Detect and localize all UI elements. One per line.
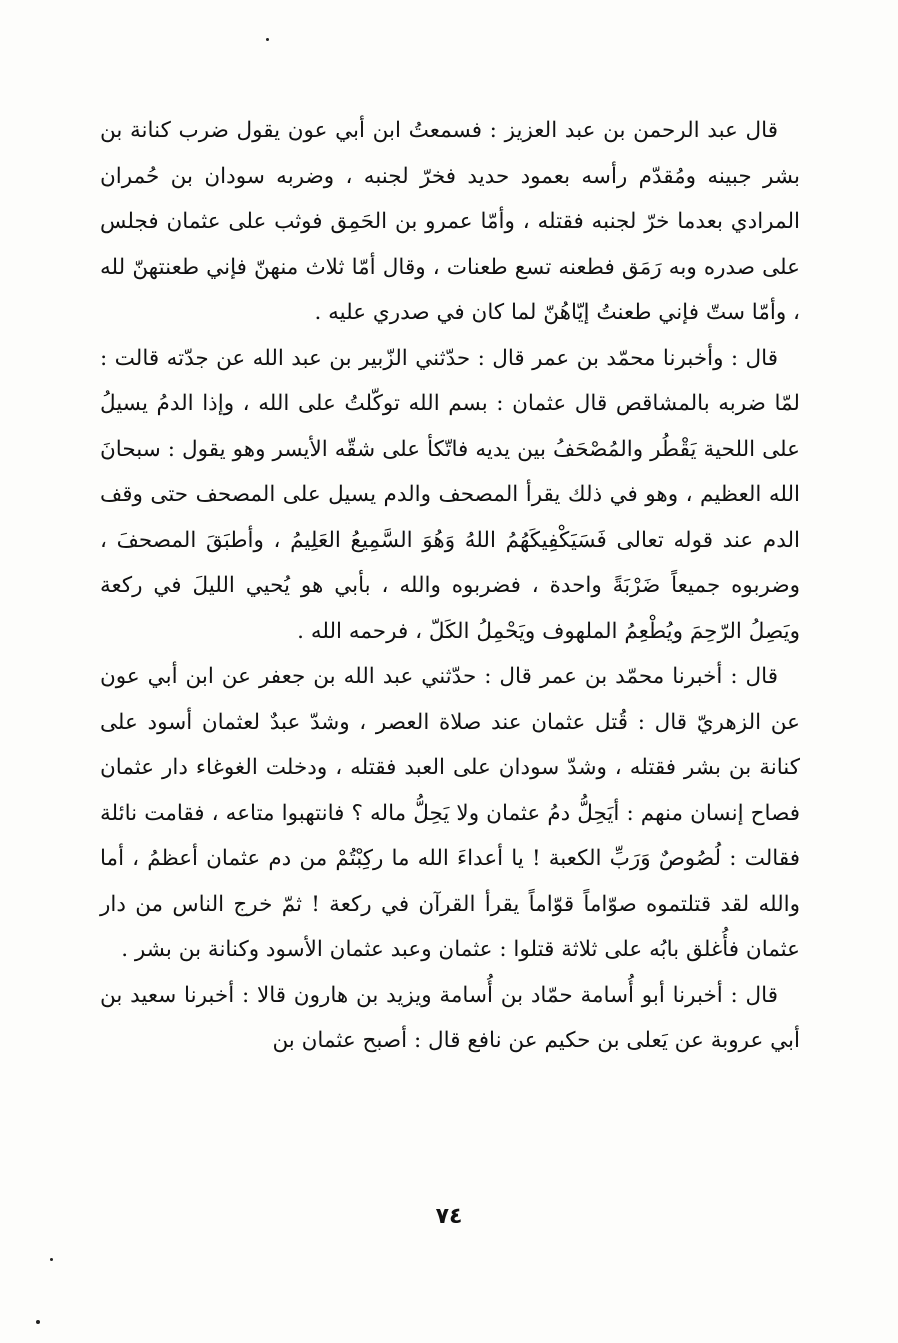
paragraph-3: قال : أخبرنا محمّد بن عمر قال : حدّثني عبد الله بن جعفر عن ابن أبي عون عن الزهريّ قال : قُتل عثمان عند صلاة العصر ، وشدّ عبدٌ لعثمان أسود على كنانة بن بشر فقتله ، وشدّ سودان على العبد فقتله ، ودخلت الغوغاء دار عثمان فصاح إنسان منهم : أيَحِلُّ دمُ عثمان ولا يَحِلُّ ماله ؟ فانتهبوا متاعه ، فقامت نائلة فقالت : لُصُوصٌ وَرَبِّ الكعبة ! يا أعداءَ الله ما ركِبْتُمْ من دم عثمان أعظمُ ، أما والله لقد قتلتموه صوّاماً قوّاماً يقرأ القرآن في ركعة ! ثمّ خرج الناس من دار عثمان فأُغلق بابُه على ثلاثة قتلوا : عثمان وعبد عثمان الأسود وكنانة بن بشر .: [100, 664, 800, 962]
scan-speck: [36, 1320, 40, 1324]
scan-speck: [50, 1258, 53, 1261]
page-body: [100, 108, 800, 1064]
paragraph-2: قال : وأخبرنا محمّد بن عمر قال : حدّثني الزّبير بن عبد الله عن جدّته قالت : لمّا ضربه بالمشاقص قال عثمان : بسم الله توكّلتُ على الله ، وإذا الدمُ يسيلُ على اللحية يَقْطُر والمُصْحَفُ بين يديه فاتّكأ على شقّه الأيسر وهو يقول : سبحانَ الله العظيم ، وهو في ذلك يقرأ المصحف والدم يسيل على المصحف حتى وقف الدم عند قوله تعالى فَسَيَكْفِيكَهُمُ اللهُ وَهُوَ السَّمِيعُ العَلِيمُ ، وأطبَقَ المصحفَ ، وضربوه جميعاً ضَرْبَةً واحدة ، فضربوه والله ، بأبي هو يُحيي الليلَ في ركعة ويَصِلُ الرّحِمَ ويُطْعِمُ الملهوف ويَحْمِلُ الكَلّ ، فرحمه الله .: [100, 345, 800, 644]
paragraph-1: قال عبد الرحمن بن عبد العزيز : فسمعتُ ابن أبي عون يقول ضرب كنانة بن بشر جبينه ومُقدّم رأسه بعمود حديد فخرّ لجنبه ، وضربه سودان بن حُمران المرادي بعدما خرّ لجنبه فقتله ، وأمّا عمرو بن الحَمِق فوثب على عثمان فجلس على صدره وبه رَمَق فطعنه تسع طعنات ، وقال أمّا ثلاث منهنّ فإني طعنتهنّ لله ، وأمّا ستّ فإني طعنتُ إيّاهُنّ لما كان في صدري عليه .: [100, 118, 800, 325]
page-number: ٧٤: [435, 1204, 463, 1229]
scan-speck: [266, 38, 269, 41]
paragraph-4: قال : أخبرنا أبو أُسامة حمّاد بن أُسامة ويزيد بن هارون قالا : أخبرنا سعيد بن أبي عروبة عن يَعلى بن حكيم عن نافع قال : أصبح عثمان بن: [100, 982, 800, 1053]
